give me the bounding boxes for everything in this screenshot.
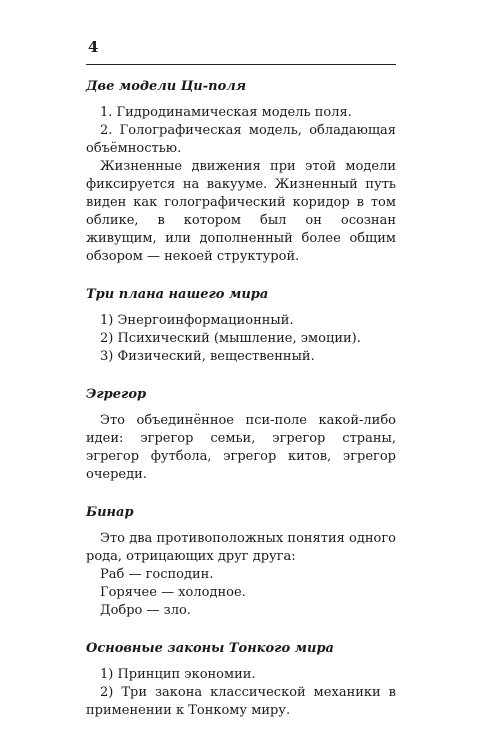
list-item: 1) Энергоинформационный. <box>100 313 294 328</box>
section-three-planes <box>86 286 396 366</box>
list-item: 2. Голографическая модель, обладающая объёмностью. <box>86 123 396 156</box>
header-rule <box>86 64 396 65</box>
list-item: 3) Физический, вещественный. <box>100 349 315 364</box>
section-ci-field-models <box>86 78 396 266</box>
list-item: 1) Принцип экономии. <box>100 667 256 682</box>
section-heading: Две модели Ци-поля <box>86 79 247 94</box>
list-item: Раб — господин. <box>100 567 214 582</box>
list-item: Горячее — холодное. <box>100 585 246 600</box>
section-heading: Эгрегор <box>86 387 147 402</box>
section-binar <box>86 504 396 620</box>
section-egregor <box>86 386 396 484</box>
section-heading: Три плана нашего мира <box>86 287 269 302</box>
page-number: 4 <box>88 38 99 56</box>
list-item: 2) Психический (мышление, эмоции). <box>100 331 361 346</box>
paragraph: Это объединённое пси-поле какой-либо идеи: эгрегор семьи, эгрегор страны, эгрегор футбола, эгрегор китов, эгрегор очереди. <box>86 413 396 482</box>
section-subtle-world-laws <box>86 640 396 720</box>
page-content <box>86 78 396 740</box>
list-item: Добро — зло. <box>100 603 191 618</box>
section-heading: Основные законы Тонкого мира <box>86 641 334 656</box>
paragraph: Это два противоположных понятия одного рода, отрицающих друг друга: <box>86 531 396 564</box>
paragraph: Жизненные движения при этой модели фиксируется на вакууме. Жизненный путь виден как голографический коридор в том облике, в котором был он осознан живущим, или дополненный более общим обзором — некоей структурой. <box>86 159 396 264</box>
list-item: 1. Гидродинамическая модель поля. <box>100 105 352 120</box>
section-heading: Бинар <box>86 505 134 520</box>
list-item: 2) Три закона классической механики в применении к Тонкому миру. <box>86 685 396 718</box>
